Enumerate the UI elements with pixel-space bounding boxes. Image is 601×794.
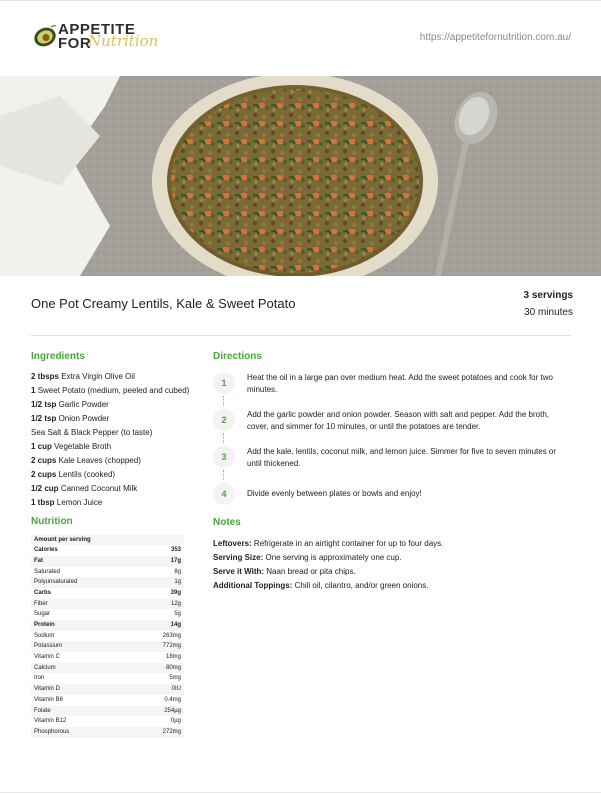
nutrition-value: 1g — [174, 579, 181, 586]
nutrition-value: 0µg — [170, 718, 181, 725]
page-bottom-border — [0, 792, 601, 793]
ingredient-text: Garlic Powder — [58, 400, 109, 409]
ingredients-heading: Ingredients — [31, 351, 85, 362]
nutrition-label: Iron — [34, 675, 45, 682]
step-text: Heat the oil in a large pan over medium heat. Add the sweet potatoes and cook for two minutes. — [247, 373, 553, 394]
logo-text-appetite: APPETITE — [58, 21, 136, 38]
ingredient-text: Vegetable Broth — [54, 442, 112, 451]
nutrition-label: Vitamin C — [34, 654, 60, 661]
ingredient-text: Sea Salt & Black Pepper (to taste) — [31, 428, 153, 437]
step-number: 2 — [213, 409, 235, 431]
note-text: Refrigerate in an airtight container for up to four days. — [253, 539, 444, 548]
nutrition-label: Calcium — [34, 664, 56, 671]
note-label: Serve it With: — [213, 567, 265, 576]
nutrition-label: Phosphorous — [34, 728, 70, 735]
ingredient-text: Extra Virgin Olive Oil — [61, 372, 135, 381]
ingredient-qty: 1/2 tsp — [31, 400, 57, 409]
recipe-servings: 3 servings — [523, 290, 573, 301]
nutrition-label: Protein — [34, 622, 55, 628]
avocado-icon — [32, 23, 58, 49]
directions-list — [213, 372, 573, 513]
ingredient-item — [31, 399, 191, 411]
nutrition-row — [31, 556, 184, 567]
nutrition-value: 17g — [170, 557, 181, 564]
nutrition-row — [31, 567, 184, 578]
nutrition-label: Folate — [34, 707, 51, 714]
ingredient-item — [31, 385, 191, 397]
note-item — [213, 580, 573, 592]
notes-list — [213, 538, 573, 592]
page-header — [0, 0, 601, 76]
nutrition-label: Vitamin D — [34, 686, 60, 693]
nutrition-label: Vitamin B6 — [34, 696, 63, 703]
ingredient-text: Sweet Potato (medium, peeled and cubed) — [37, 386, 190, 395]
step-number: 3 — [213, 446, 235, 468]
note-label: Leftovers: — [213, 539, 252, 548]
nutrition-row — [31, 663, 184, 674]
ingredient-item — [31, 413, 191, 425]
ingredients-list — [31, 371, 191, 509]
brand-logo[interactable] — [32, 19, 162, 53]
nutrition-heading: Nutrition — [31, 515, 73, 527]
right-column — [213, 351, 573, 594]
nutrition-value: 263mg — [162, 632, 181, 639]
recipe-photo — [0, 76, 601, 276]
note-item — [213, 566, 573, 578]
nutrition-value: 272mg — [162, 728, 181, 735]
nutrition-label: Calories — [34, 547, 58, 554]
nutrition-row — [31, 631, 184, 642]
nutrition-label: Potassium — [34, 643, 63, 650]
ingredient-text: Canned Coconut Milk — [60, 484, 138, 493]
direction-step — [213, 446, 573, 483]
ingredient-qty: 2 cups — [31, 470, 57, 479]
nutrition-label: Sodium — [34, 632, 55, 639]
ingredient-qty: 2 tbsps — [31, 372, 60, 381]
nutrition-label: Vitamin B12 — [34, 718, 67, 725]
nutrition-value: 39g — [170, 589, 181, 596]
nutrition-value: 14g — [170, 622, 181, 628]
nutrition-value: 8g — [174, 568, 181, 575]
recipe-title: One Pot Creamy Lentils, Kale & Sweet Potato — [31, 296, 296, 311]
step-text: Add the garlic powder and onion powder. Season with salt and pepper. Add the broth, cover, and simmer for 10 minutes, or until the potatoes are tender. — [247, 410, 549, 431]
note-label: Serving Size: — [213, 553, 264, 562]
logo-text-nutrition: Nutrition — [88, 32, 159, 50]
note-item — [213, 538, 573, 550]
nutrition-row — [31, 588, 184, 599]
ingredient-qty: 1/2 cup — [31, 484, 59, 493]
nutrition-value: 353 — [170, 547, 181, 554]
nutrition-label: Fiber — [34, 600, 48, 607]
note-text: Naan bread or pita chips. — [266, 567, 356, 576]
nutrition-value: 80mg — [165, 664, 181, 671]
nutrition-row — [31, 535, 184, 546]
nutrition-value: 0.4mg — [164, 696, 181, 703]
nutrition-row — [31, 652, 184, 663]
step-number: 1 — [213, 372, 235, 394]
ingredient-text: Lemon Juice — [56, 498, 103, 507]
nutrition-value: 5g — [174, 611, 181, 618]
nutrition-row — [31, 620, 184, 631]
nutrition-row — [31, 641, 184, 652]
ingredient-item — [31, 483, 191, 495]
nutrition-row — [31, 727, 184, 738]
ingredient-qty: 1 — [31, 386, 36, 395]
ingredient-item — [31, 371, 191, 383]
nutrition-row — [31, 695, 184, 706]
nutrition-row — [31, 716, 184, 727]
note-item — [213, 552, 573, 564]
nutrition-value: 254µg — [164, 707, 181, 714]
nutrition-value: 18mg — [165, 654, 181, 661]
nutrition-label: Amount per serving — [34, 536, 91, 543]
ingredient-item — [31, 455, 191, 467]
nutrition-value: 772mg — [162, 643, 181, 650]
logo-text-for: FOR — [58, 35, 92, 52]
nutrition-row — [31, 684, 184, 695]
ingredient-text: Kale Leaves (chopped) — [58, 456, 141, 465]
ingredient-qty: 2 cups — [31, 456, 57, 465]
recipe-title-row — [0, 276, 601, 336]
nutrition-row — [31, 706, 184, 717]
left-column — [31, 351, 191, 738]
ingredient-item — [31, 427, 191, 439]
nutrition-row — [31, 609, 184, 620]
direction-step — [213, 372, 573, 409]
direction-step — [213, 483, 573, 513]
step-text: Divide evenly between plates or bowls and enjoy! — [247, 489, 422, 498]
nutrition-value: 0IU — [171, 686, 181, 693]
note-text: Chili oil, cilantro, and/or green onions. — [294, 581, 429, 590]
ingredient-item — [31, 497, 191, 509]
ingredient-item — [31, 441, 191, 453]
nutrition-row — [31, 577, 184, 588]
nutrition-value: 12g — [170, 600, 181, 607]
recipe-time: 30 minutes — [524, 307, 573, 318]
nutrition-table — [31, 535, 184, 738]
notes-heading: Notes — [213, 517, 241, 528]
ingredient-text: Lentils (cooked) — [58, 470, 116, 479]
nutrition-label: Saturated — [34, 568, 61, 575]
ingredient-text: Onion Powder — [58, 414, 110, 423]
nutrition-label: Fat — [34, 557, 43, 564]
note-label: Additional Toppings: — [213, 581, 293, 590]
note-text: One serving is approximately one cup. — [265, 553, 402, 562]
ingredient-qty: 1 tbsp — [31, 498, 55, 507]
section-divider — [31, 335, 571, 336]
direction-step — [213, 409, 573, 446]
directions-heading: Directions — [213, 351, 262, 362]
ingredient-qty: 1 cup — [31, 442, 52, 451]
ingredient-item — [31, 469, 191, 481]
site-url-link[interactable]: https://appetitefornutrition.com.au/ — [419, 32, 571, 43]
step-text: Add the kale, lentils, coconut milk, and lemon juice. Simmer for five to seven minutes or until thickened. — [247, 447, 557, 468]
ingredient-qty: 1/2 tsp — [31, 414, 57, 423]
nutrition-label: Polyunsaturated — [34, 579, 78, 586]
nutrition-row — [31, 545, 184, 556]
step-number: 4 — [213, 483, 235, 505]
nutrition-row — [31, 673, 184, 684]
nutrition-row — [31, 599, 184, 610]
nutrition-value: 5mg — [169, 675, 181, 682]
nutrition-label: Sugar — [34, 611, 51, 618]
nutrition-label: Carbs — [34, 589, 52, 596]
